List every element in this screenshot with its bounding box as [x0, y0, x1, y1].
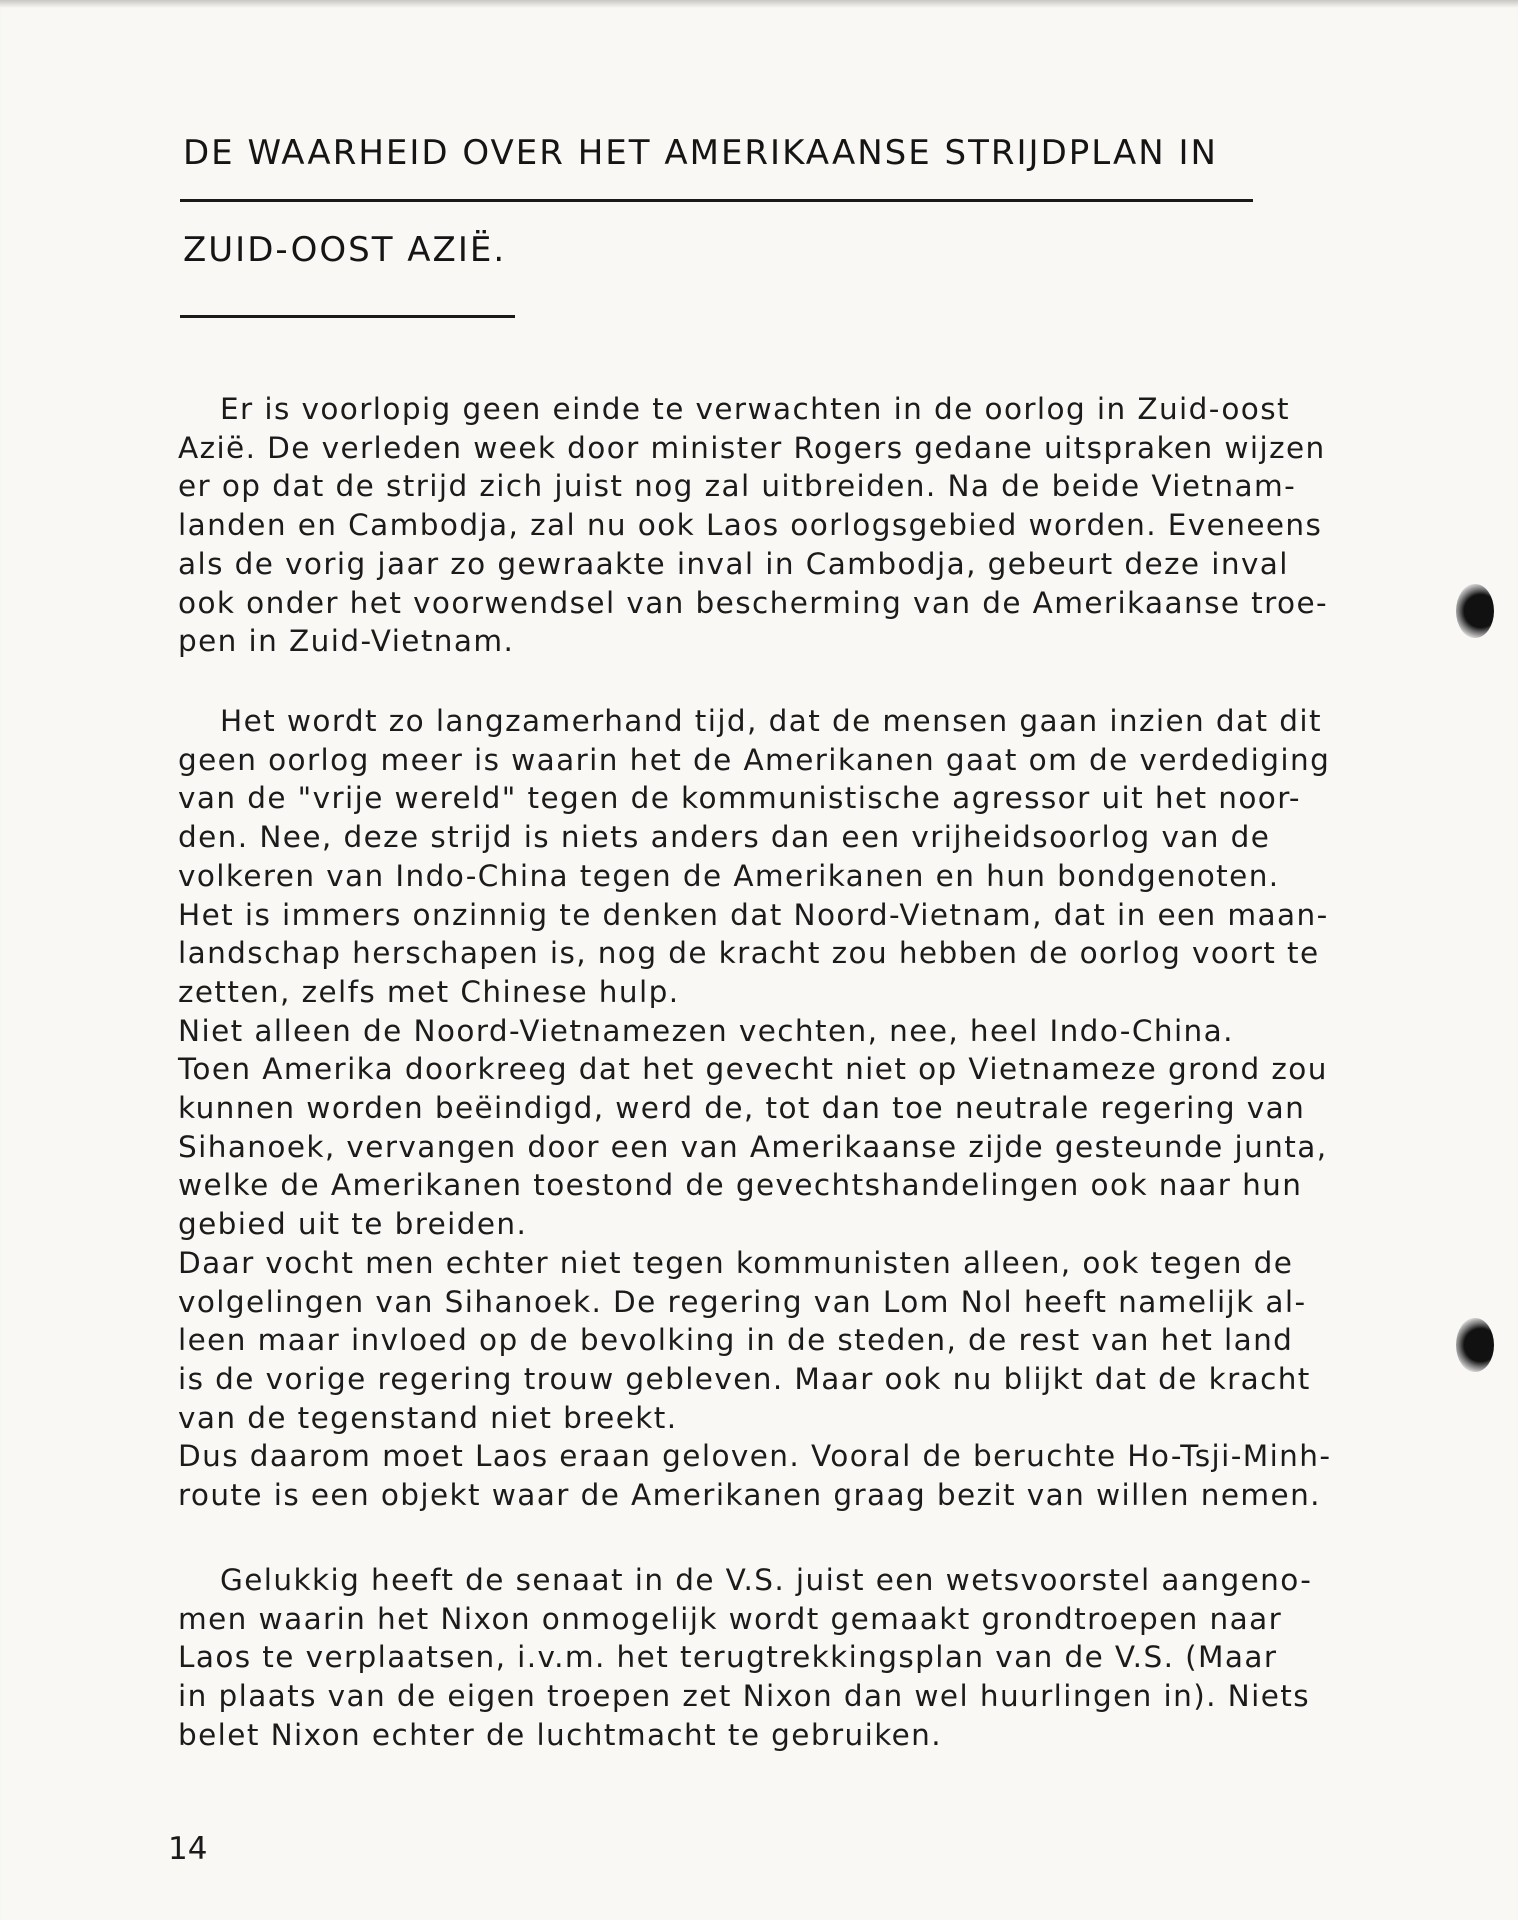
paragraph-3	[178, 1561, 1378, 1755]
paragraph-line: kunnen worden beëindigd, werd de, tot dan toe neutrale regering van	[178, 1091, 1306, 1126]
paragraph-line: gebied uit te breiden.	[178, 1207, 528, 1242]
paragraph-line: Daar vocht men echter niet tegen kommunisten alleen, ook tegen de	[178, 1245, 1294, 1280]
paragraph-line: route is een objekt waar de Amerikanen graag bezit van willen nemen.	[178, 1478, 1321, 1513]
paragraph-line: men waarin het Nixon onmogelijk wordt gemaakt grondtroepen naar	[178, 1601, 1283, 1636]
paragraph-2	[178, 702, 1378, 1515]
paragraph-line: Niet alleen de Noord-Vietnamezen vechten, nee, heel Indo-China.	[178, 1013, 1234, 1048]
paragraph-line: in plaats van de eigen troepen zet Nixon dan wel huurlingen in). Niets	[178, 1679, 1311, 1714]
paragraph-line: als de vorig jaar zo gewraakte inval in Cambodja, gebeurt deze inval	[178, 546, 1289, 581]
title-underline-2	[180, 315, 515, 318]
title-line-1: DE WAARHEID OVER HET AMERIKAANSE STRIJDPLAN IN	[183, 133, 1218, 173]
paragraph-line: landen en Cambodja, zal nu ook Laos oorlogsgebied worden. Eveneens	[178, 508, 1323, 543]
paragraph-line: ook onder het voorwendsel van bescherming van de Amerikaanse troe-	[178, 585, 1329, 620]
title-underline-1	[180, 199, 1253, 202]
paragraph-line: is de vorige regering trouw gebleven. Maar ook nu blijkt dat de kracht	[178, 1361, 1311, 1396]
page-number: 14	[168, 1831, 208, 1867]
paragraph-line: er op dat de strijd zich juist nog zal uitbreiden. Na de beide Vietnam-	[178, 469, 1297, 504]
paragraph-line: Het is immers onzinnig te denken dat Noord-Vietnam, dat in een maan-	[178, 897, 1329, 932]
paragraph-line: van de "vrije wereld" tegen de kommunistische agressor uit het noor-	[178, 781, 1301, 816]
paragraph-line: Azië. De verleden week door minister Rogers gedane uitspraken wijzen	[178, 430, 1326, 465]
paragraph-line: welke de Amerikanen toestond de gevechtshandelingen ook naar hun	[178, 1168, 1303, 1203]
title-line-2: ZUID-OOST AZIË.	[183, 230, 507, 270]
paragraph-line: Er is voorlopig geen einde te verwachten in de oorlog in Zuid-oost	[220, 392, 1290, 426]
paragraph-line: pen in Zuid-Vietnam.	[178, 624, 515, 659]
paragraph-line: geen oorlog meer is waarin het de Amerikanen gaat om de verdediging	[178, 742, 1331, 777]
paragraph-line: Gelukkig heeft de senaat in de V.S. juist een wetsvoorstel aangeno-	[220, 1563, 1313, 1597]
paragraph-line: volgelingen van Sihanoek. De regering van Lom Nol heeft namelijk al-	[178, 1284, 1307, 1319]
punch-hole-icon	[1456, 1318, 1494, 1372]
paragraph-line: zetten, zelfs met Chinese hulp.	[178, 974, 680, 1009]
paragraph-line: Dus daarom moet Laos eraan geloven. Vooral de beruchte Ho-Tsji-Minh-	[178, 1439, 1332, 1474]
paragraph-line: landschap herschapen is, nog de kracht zou hebben de oorlog voort te	[178, 936, 1320, 971]
punch-hole-icon	[1456, 584, 1494, 638]
paragraph-line: leen maar invloed op de bevolking in de steden, de rest van het land	[178, 1323, 1294, 1358]
paragraph-line: den. Nee, deze strijd is niets anders dan een vrijheidsoorlog van de	[178, 820, 1271, 855]
paragraph-1	[178, 390, 1378, 661]
paragraph-line: volkeren van Indo-China tegen de Amerikanen en hun bondgenoten.	[178, 858, 1280, 893]
paragraph-line: belet Nixon echter de luchtmacht te gebruiken.	[178, 1717, 943, 1752]
paragraph-line: van de tegenstand niet breekt.	[178, 1400, 678, 1435]
page-top-edge	[0, 0, 1518, 8]
paragraph-line: Sihanoek, vervangen door een van Amerikaanse zijde gesteunde junta,	[178, 1129, 1328, 1164]
paragraph-line: Laos te verplaatsen, i.v.m. het terugtrekkingsplan van de V.S. (Maar	[178, 1640, 1278, 1675]
paragraph-line: Toen Amerika doorkreeg dat het gevecht niet op Vietnameze grond zou	[178, 1052, 1328, 1087]
paragraph-line: Het wordt zo langzamerhand tijd, dat de mensen gaan inzien dat dit	[220, 704, 1322, 738]
